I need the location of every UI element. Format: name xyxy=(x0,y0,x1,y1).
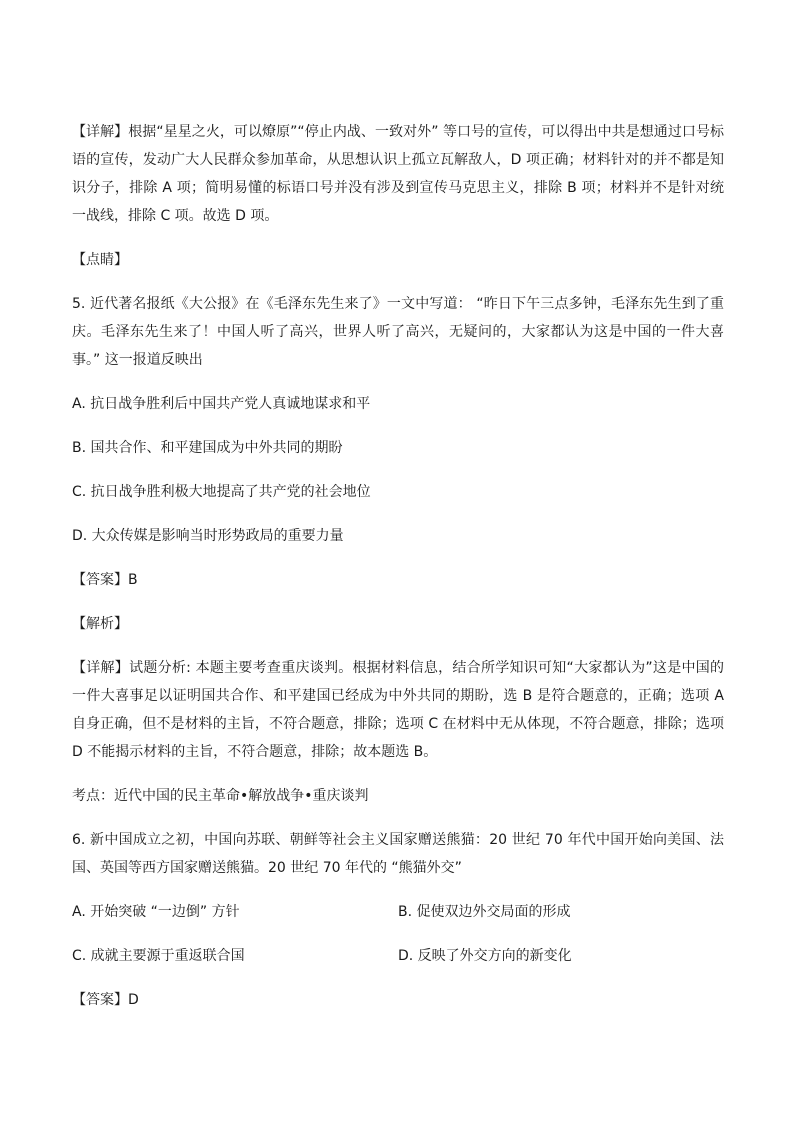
q4-detail-text: 根据“星星之火，可以燎原”“停止内战、一致对外” 等口号的宣传，可以得出中共是想通过口号标语的宣传，发动广大人民群众参加革命，从思想认识上孤立瓦解敌人，D 项正确；材料针对的并不都是知识分子，排除 A 项；简明易懂的标语口号并没有涉及到宣传马克思主义，排除 B 项；材料并不是针对统一战线，排除 C 项。故选 D 项。 xyxy=(72,124,725,224)
q6-option-a: A. 开始突破 “一边倒” 方针 xyxy=(72,904,240,920)
q6-stem: 6. 新中国成立之初，中国向苏联、朝鲜等社会主义国家赠送熊猫：20 世纪 70 年代中国开始向美国、法国、英国等西方国家赠送熊猫。20 世纪 70 年代的 “熊猫外交” xyxy=(72,832,724,876)
detail-tag: 【详解】 xyxy=(72,124,129,140)
answer-tag: 【答案】 xyxy=(72,572,128,588)
q5-answer-value: B xyxy=(128,572,138,588)
q6-answer-value: D xyxy=(128,992,139,1008)
q6-options-row-1 xyxy=(72,898,724,926)
q6-answer xyxy=(72,986,724,1014)
q6-option-d: D. 反映了外交方向的新变化 xyxy=(398,948,572,964)
q6-options-row-2 xyxy=(72,942,724,970)
q5-answer xyxy=(72,566,724,594)
q5-option-c: C. 抗日战争胜利极大地提高了共产党的社会地位 xyxy=(72,484,371,500)
q4-detail xyxy=(72,118,724,230)
q6-option-b: B. 促使双边外交局面的形成 xyxy=(398,904,571,920)
answer-tag: 【答案】 xyxy=(72,992,128,1008)
detail-tag: 【详解】 xyxy=(72,660,130,676)
q5-detail xyxy=(72,654,724,766)
q5-detail-text: 试题分析: 本题主要考查重庆谈判。根据材料信息，结合所学知识可知“大家都认为”这是中国的一件大喜事足以证明国共合作、和平建国已经成为中外共同的期盼，选 B 是符合题意的，正确；选项 A 自身正确，但不是材料的主旨，不符合题意，排除；选项 C 在材料中无从体现，不符合题意，排除；选项 D 不能揭示材料的主旨，不符合题意，排除；故本题选 B。 xyxy=(72,660,725,760)
q6-option-c: C. 成就主要源于重返联合国 xyxy=(72,948,245,964)
document-page xyxy=(72,118,724,1014)
q4-review-tag: 【点睛】 xyxy=(72,252,128,268)
q5-option-b: B. 国共合作、和平建国成为中外共同的期盼 xyxy=(72,440,343,456)
q5-stem: 5. 近代著名报纸《大公报》在《毛泽东先生来了》一文中写道： “昨日下午三点多钟，毛泽东先生到了重庆。毛泽东先生来了！中国人听了高兴，世界人听了高兴，无疑问的，大家都认为这是中国的一件大喜事。” 这一报道反映出 xyxy=(72,296,724,368)
q5-option-a: A. 抗日战争胜利后中国共产党人真诚地谋求和平 xyxy=(72,396,371,412)
q5-analysis-tag: 【解析】 xyxy=(72,616,128,632)
q5-option-d: D. 大众传媒是影响当时形势政局的重要力量 xyxy=(72,528,344,544)
q5-knowledge: 考点：近代中国的民主革命•解放战争•重庆谈判 xyxy=(72,788,369,804)
